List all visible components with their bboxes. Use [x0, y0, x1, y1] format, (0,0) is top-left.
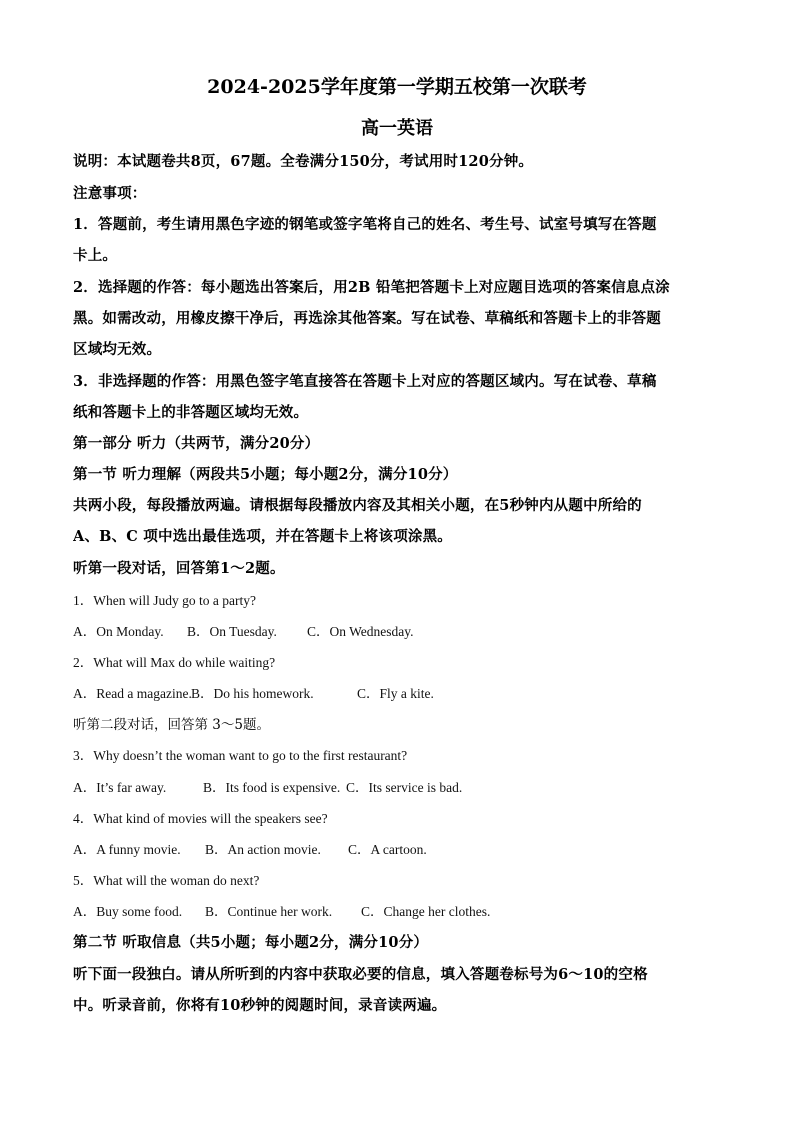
question-3-options: [73, 776, 733, 796]
option-b: B．On Tuesday.: [187, 624, 277, 639]
option-b: B．Continue her work.: [205, 904, 333, 919]
notice-item-3-line-1: 3．非选择题的作答：用黑色签字笔直接答在答题卡上对应的答题区域内。写在试卷、草稿: [73, 373, 657, 390]
option-a: A．A funny movie.: [73, 842, 181, 857]
notice-item-2-line-2: 黑。如需改动，用橡皮擦干净后，再选涂其他答案。写在试卷、草稿纸和答题卡上的非答题: [73, 310, 661, 327]
option-b: B．An action movie.: [205, 842, 321, 857]
question-5-options: [73, 900, 733, 920]
notice-item-1-line-1: 1．答题前，考生请用黑色字迹的钢笔或签字笔将自己的姓名、考生号、试室号填写在答题: [73, 216, 657, 233]
option-c: C．Its service is bad.: [346, 780, 463, 795]
option-a: A．Buy some food.: [73, 904, 183, 919]
option-a: A．Read a magazine.: [73, 686, 192, 701]
option-c: C．A cartoon.: [348, 842, 427, 857]
question-4: 4．What kind of movies will the speakers see?: [73, 811, 328, 826]
exam-title: 2024-2025学年度第一学期五校第一次联考: [207, 76, 587, 98]
option-c: C．On Wednesday.: [307, 624, 414, 639]
question-2: 2．What will Max do while waiting?: [73, 655, 276, 670]
option-a: A．It’s far away.: [73, 780, 167, 795]
option-b: B．Do his homework.: [191, 686, 314, 701]
notice-item-2-line-1: 2．选择题的作答：每小题选出答案后，用2B 铅笔把答题卡上对应题目选项的答案信息点涂: [73, 279, 670, 296]
question-4-options: [73, 838, 733, 858]
exam-subtitle: 高一英语: [361, 118, 433, 139]
notice-item-1-line-2: 卡上。: [73, 247, 118, 264]
notice-title: 注意事项：: [73, 185, 147, 202]
option-c: C．Fly a kite.: [357, 686, 434, 701]
notice-item-2-line-3: 区域均无效。: [73, 341, 162, 358]
question-1: 1．When will Judy go to a party?: [73, 593, 256, 608]
part1-heading: 第一部分 听力（共两节，满分20分）: [73, 435, 320, 452]
dialog1-instruction: 听第一段对话，回答第1～2题。: [73, 560, 285, 577]
section1-instruction-line-1: 共两小段，每段播放两遍。请根据每段播放内容及其相关小题，在5秒钟内从题中所给的: [73, 497, 642, 514]
option-b: B．Its food is expensive.: [203, 780, 341, 795]
question-1-options: [73, 620, 733, 640]
section2-heading: 第二节 听取信息（共5小题；每小题2分，满分10分）: [73, 934, 429, 951]
section1-instruction-line-2: A、B、C 项中选出最佳选项，并在答题卡上将该项涂黑。: [73, 528, 452, 545]
section2-instruction-line-2: 中。听录音前，你将有10秒钟的阅题时间，录音读两遍。: [73, 997, 447, 1014]
exam-note: 说明：本试题卷共8页，67题。全卷满分150分，考试用时120分钟。: [73, 153, 534, 170]
section2-instruction-line-1: 听下面一段独白。请从所听到的内容中获取必要的信息，填入答题卷标号为6～10的空格: [73, 966, 648, 983]
notice-item-3-line-2: 纸和答题卡上的非答题区域均无效。: [73, 404, 309, 421]
question-5: 5．What will the woman do next?: [73, 873, 260, 888]
question-2-options: [73, 682, 733, 702]
option-c: C．Change her clothes.: [361, 904, 491, 919]
dialog2-instruction: 听第二段对话，回答第 3～5题。: [73, 717, 270, 733]
option-a: A．On Monday.: [73, 624, 164, 639]
section1-heading: 第一节 听力理解（两段共5小题；每小题2分，满分10分）: [73, 466, 458, 483]
question-3: 3．Why doesn’t the woman want to go to the first restaurant?: [73, 748, 408, 763]
